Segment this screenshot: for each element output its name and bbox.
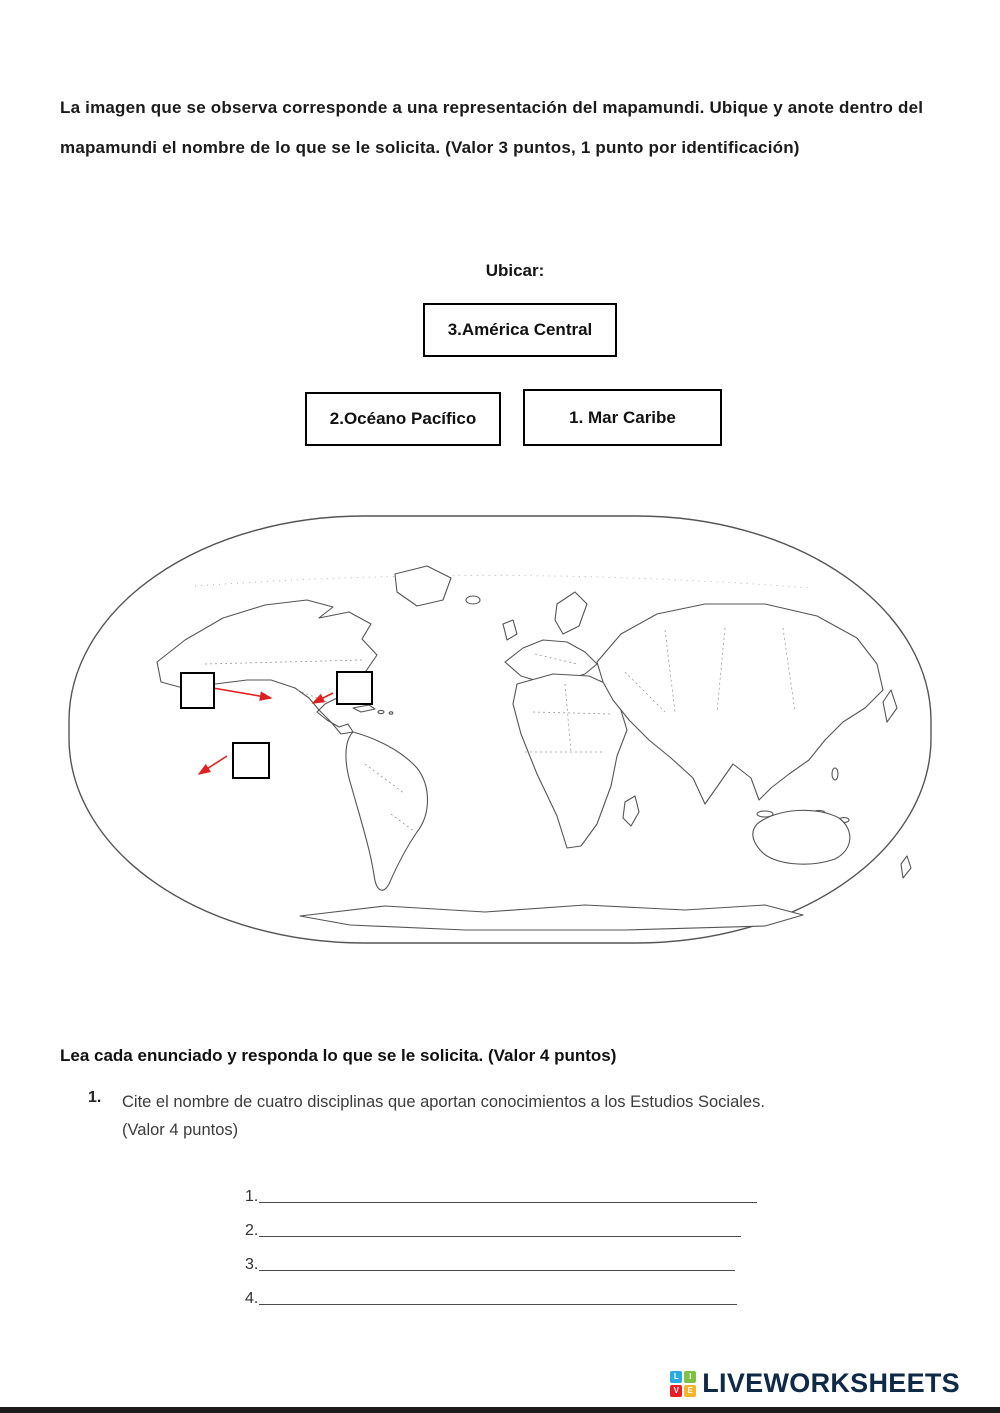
label-box-america-central [423,303,617,357]
page-bottom-edge [0,1407,1000,1413]
logo-square-v: V [670,1385,682,1397]
liveworksheets-footer [670,1368,960,1399]
label-america-central: 3.América Central [447,320,593,339]
blank-row-1 [245,1174,757,1208]
question1-line1: Cite el nombre de cuatro disciplinas que aportan conocimientos a los Estudios Sociales. [122,1093,765,1111]
logo-square-i: I [684,1371,696,1383]
blank-number-3: 3. [245,1256,259,1273]
map-answer-box-2[interactable] [336,671,373,705]
continents [157,566,911,930]
instructions-text: La imagen que se observa corresponde a una representación del mapamundi. Ubique y anote dentro del mapamundi el nombre de lo que se le solicita. (Valor 3 puntos, 1 punto por identificación) [60,98,924,157]
blank-number-2: 2. [245,1222,259,1239]
world-map-svg [65,512,935,947]
world-map [65,512,935,947]
map-answer-box-3[interactable] [232,742,270,779]
answer-blanks [245,1174,757,1310]
blank-row-4 [245,1276,757,1310]
arctic-circle-line [195,575,810,588]
map-answer-box-1[interactable] [180,672,215,709]
arrow-central-america [213,688,271,698]
blank-number-4: 4. [245,1290,259,1307]
blank-line-4[interactable] [259,1303,737,1305]
blank-line-2[interactable] [259,1235,741,1237]
blank-row-3 [245,1242,757,1276]
blank-line-3[interactable] [259,1269,735,1271]
question1-text [122,1088,942,1144]
label-box-oceano-pacifico [305,392,501,446]
blank-number-1: 1. [245,1188,259,1205]
blank-line-1[interactable] [259,1201,757,1203]
section2-heading: Lea cada enunciado y responda lo que se le solicita. (Valor 4 puntos) [60,1046,617,1065]
question1-number: 1. [88,1089,102,1106]
ubicar-label: Ubicar: [485,261,545,280]
label-box-mar-caribe [523,389,722,446]
blank-row-2 [245,1208,757,1242]
label-mar-caribe: 1. Mar Caribe [569,407,676,427]
liveworksheets-wordmark: LIVEWORKSHEETS [702,1368,960,1398]
liveworksheets-logo-icon [670,1371,696,1397]
question1-line2: (Valor 4 puntos) [122,1121,239,1139]
logo-square-l: L [670,1371,682,1383]
logo-square-e: E [684,1385,696,1397]
arrow-pacific-ocean [199,756,227,774]
label-oceano-pacifico: 2.Océano Pacífico [329,409,477,428]
